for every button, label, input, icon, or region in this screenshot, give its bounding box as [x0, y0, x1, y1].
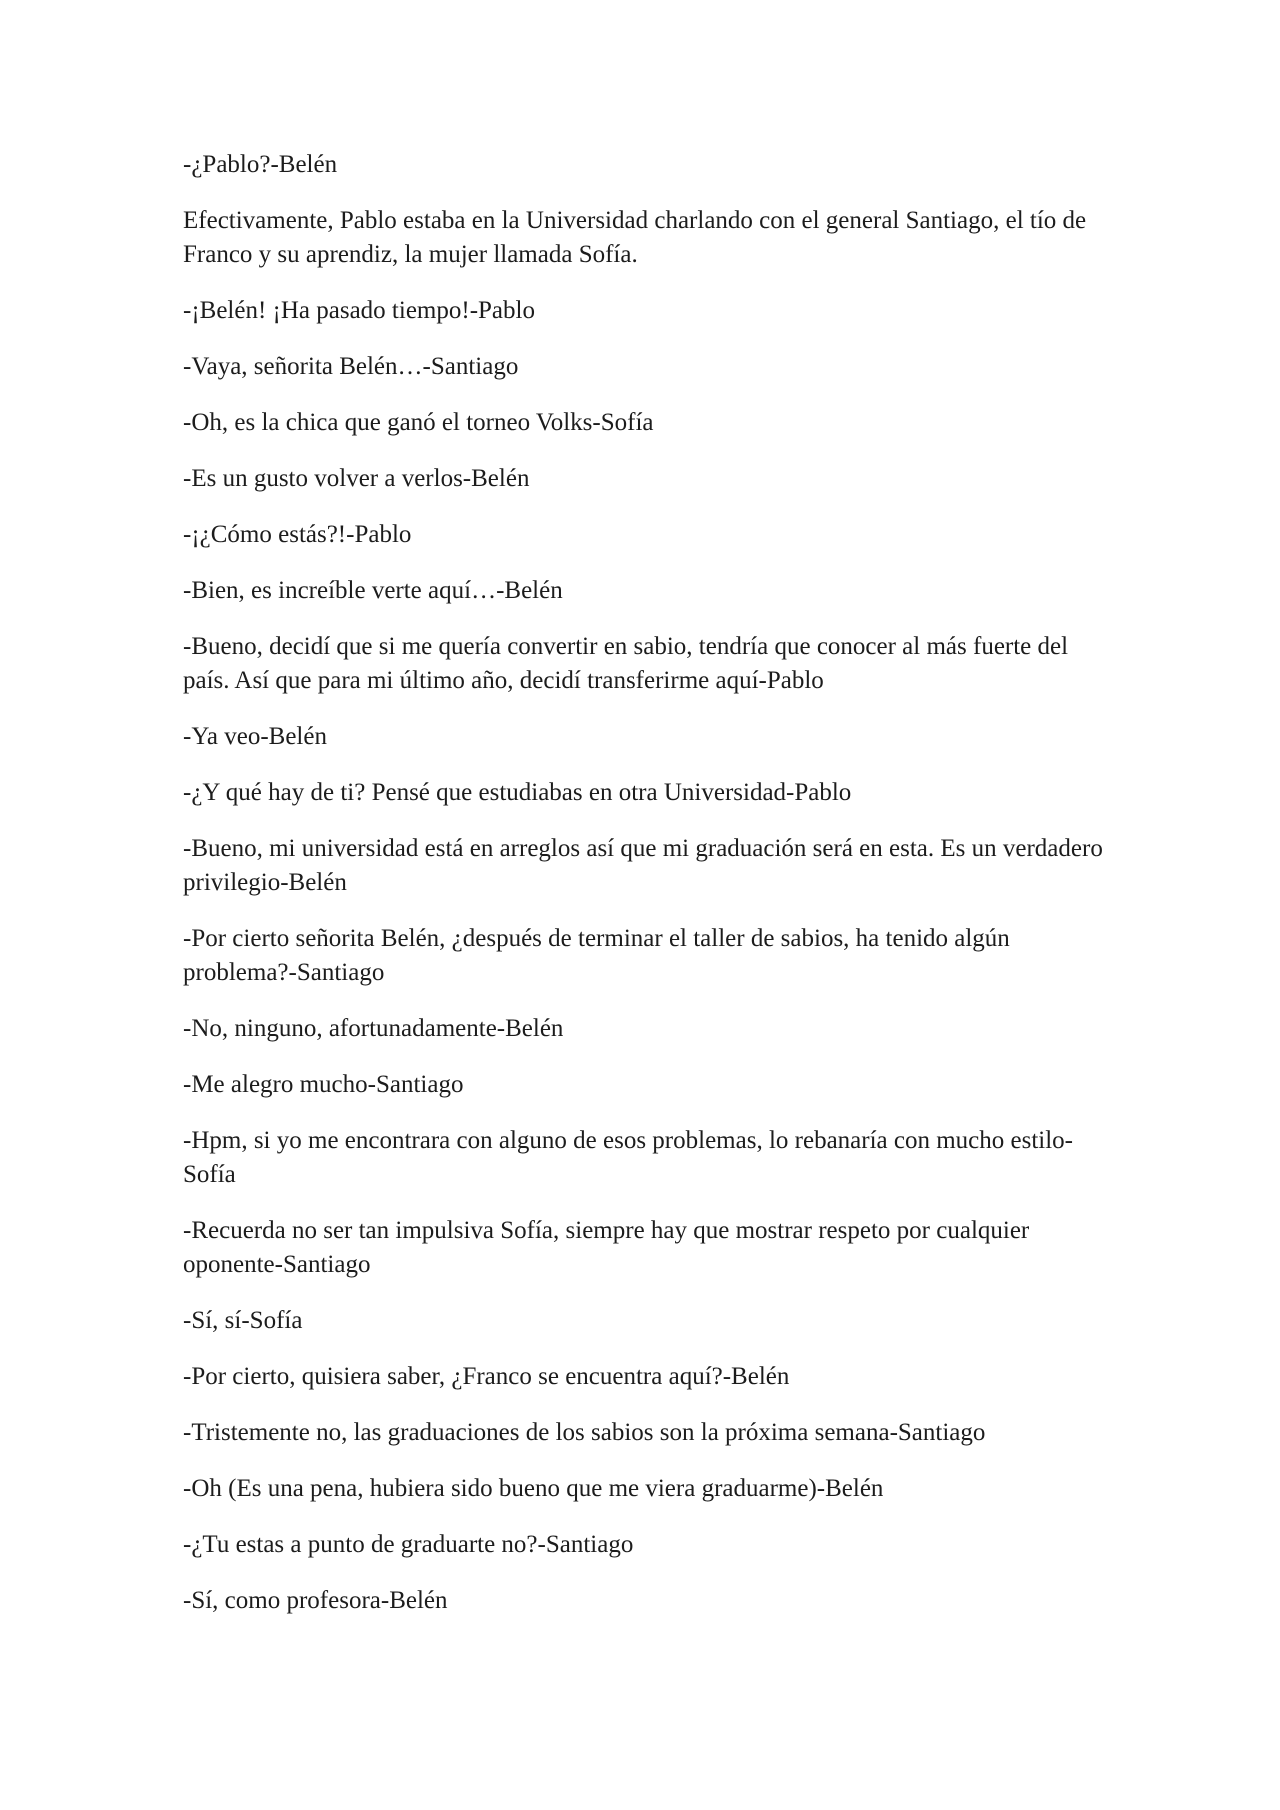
paragraph: -Oh (Es una pena, hubiera sido bueno que me viera graduarme)-Belén	[183, 1475, 884, 1502]
paragraph: -¿Pablo?-Belén	[183, 151, 338, 178]
paragraph: -¡Belén! ¡Ha pasado tiempo!-Pablo	[183, 297, 535, 324]
paragraph: -Bueno, decidí que si me quería convertir en sabio, tendría que conocer al más fuerte del país. Así que para mi último año, decidí transferirme aquí-Pablo	[183, 633, 1069, 694]
paragraph: -Bien, es increíble verte aquí…-Belén	[183, 577, 563, 604]
paragraph: -Por cierto, quisiera saber, ¿Franco se encuentra aquí?-Belén	[183, 1363, 790, 1390]
paragraph: -Oh, es la chica que ganó el torneo Volks-Sofía	[183, 409, 654, 436]
paragraph: -Me alegro mucho-Santiago	[183, 1071, 464, 1098]
paragraph: -¿Tu estas a punto de graduarte no?-Santiago	[183, 1531, 634, 1558]
document-body	[183, 148, 1108, 1640]
paragraph: -Es un gusto volver a verlos-Belén	[183, 465, 530, 492]
paragraph: -Sí, sí-Sofía	[183, 1307, 303, 1334]
paragraph: -¡¿Cómo estás?!-Pablo	[183, 521, 412, 548]
paragraph: Efectivamente, Pablo estaba en la Universidad charlando con el general Santiago, el tío de Franco y su aprendiz, la mujer llamada Sofía.	[183, 207, 1087, 268]
paragraph: -No, ninguno, afortunadamente-Belén	[183, 1015, 564, 1042]
paragraph: -Recuerda no ser tan impulsiva Sofía, siempre hay que mostrar respeto por cualquier oponente-Santiago	[183, 1217, 1030, 1278]
paragraph: -Por cierto señorita Belén, ¿después de terminar el taller de sabios, ha tenido algún problema?-Santiago	[183, 925, 1010, 986]
paragraph: -Ya veo-Belén	[183, 723, 327, 750]
paragraph: -Tristemente no, las graduaciones de los sabios son la próxima semana-Santiago	[183, 1419, 986, 1446]
paragraph: -Hpm, si yo me encontrara con alguno de esos problemas, lo rebanaría con mucho estilo-Sofía	[183, 1127, 1074, 1188]
paragraph: -¿Y qué hay de ti? Pensé que estudiabas en otra Universidad-Pablo	[183, 779, 852, 806]
paragraph: -Sí, como profesora-Belén	[183, 1587, 448, 1614]
paragraph: -Bueno, mi universidad está en arreglos así que mi graduación será en esta. Es un verdadero privilegio-Belén	[183, 835, 1103, 896]
paragraph: -Vaya, señorita Belén…-Santiago	[183, 353, 519, 380]
